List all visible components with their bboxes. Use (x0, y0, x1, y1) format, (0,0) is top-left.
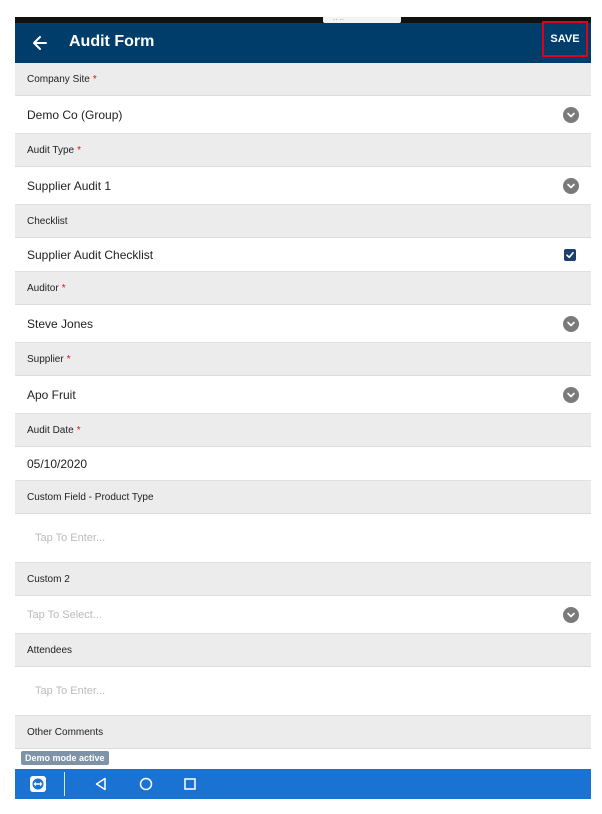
company-site-label-text: Company Site (27, 73, 90, 85)
checkmark-icon (565, 250, 575, 260)
nav-separator (64, 772, 65, 796)
attendees-placeholder: Tap To Enter... (35, 685, 106, 697)
other-comments-label (15, 716, 591, 749)
custom-product-type-input[interactable] (15, 514, 591, 563)
checklist-label-text: Checklist (27, 215, 68, 227)
required-mark: * (92, 73, 97, 85)
checklist-row[interactable] (15, 238, 591, 272)
supplier-select[interactable] (15, 376, 591, 414)
chevron-down-circle-icon[interactable] (563, 107, 579, 123)
page-title: Audit Form (69, 33, 155, 50)
custom-2-label (15, 563, 591, 596)
audit-type-label-text: Audit Type (27, 144, 75, 156)
required-mark: * (66, 353, 71, 365)
save-highlight-box (542, 21, 588, 57)
audit-date-field[interactable] (15, 447, 591, 481)
auditor-label (15, 272, 591, 305)
other-comments-label-text: Other Comments (27, 726, 104, 738)
back-triangle-icon[interactable] (91, 774, 111, 794)
audit-type-label (15, 134, 591, 167)
checklist-checkbox[interactable] (564, 249, 576, 261)
audit-form (15, 63, 591, 749)
custom-product-type-label-text: Custom Field - Product Type (27, 491, 154, 503)
arrow-left-icon[interactable] (29, 32, 51, 54)
supplier-value: Apo Fruit (27, 387, 76, 402)
android-navigation-bar (15, 769, 591, 799)
recents-square-icon[interactable] (180, 774, 200, 794)
app-bar (15, 23, 591, 63)
audit-date-label (15, 414, 591, 447)
required-mark: * (76, 424, 81, 436)
auditor-value: Steve Jones (27, 316, 94, 331)
company-site-value: Demo Co (Group) (27, 107, 123, 122)
checklist-label (15, 205, 591, 238)
attendees-label (15, 634, 591, 667)
company-site-label (15, 63, 591, 96)
attendees-input[interactable] (15, 667, 591, 716)
checklist-value: Supplier Audit Checklist (27, 247, 154, 262)
required-mark: * (61, 282, 66, 294)
audit-type-value: Supplier Audit 1 (27, 178, 112, 193)
audit-date-value: 05/10/2020 (27, 456, 88, 471)
demo-mode-badge: Demo mode active (21, 751, 109, 765)
chevron-down-circle-icon[interactable] (563, 178, 579, 194)
chevron-down-circle-icon[interactable] (563, 316, 579, 332)
chevron-down-circle-icon[interactable] (563, 607, 579, 623)
notch-text: .. .. (333, 17, 345, 22)
attendees-label-text: Attendees (27, 644, 73, 656)
chevron-down-circle-icon[interactable] (563, 387, 579, 403)
auditor-label-text: Auditor (27, 282, 59, 294)
custom-product-type-placeholder: Tap To Enter... (35, 532, 106, 544)
auditor-select[interactable] (15, 305, 591, 343)
custom-2-select[interactable] (15, 596, 591, 634)
teamviewer-icon[interactable] (28, 774, 48, 794)
audit-date-label-text: Audit Date (27, 424, 74, 436)
custom-2-placeholder: Tap To Select... (27, 608, 103, 621)
audit-type-select[interactable] (15, 167, 591, 205)
company-site-select[interactable] (15, 96, 591, 134)
custom-product-type-label (15, 481, 591, 514)
custom-2-label-text: Custom 2 (27, 573, 70, 585)
supplier-label-text: Supplier (27, 353, 64, 365)
save-button[interactable]: SAVE (550, 33, 580, 45)
supplier-label (15, 343, 591, 376)
device-screen (15, 17, 591, 799)
required-mark: * (77, 144, 81, 156)
home-circle-icon[interactable] (136, 774, 156, 794)
